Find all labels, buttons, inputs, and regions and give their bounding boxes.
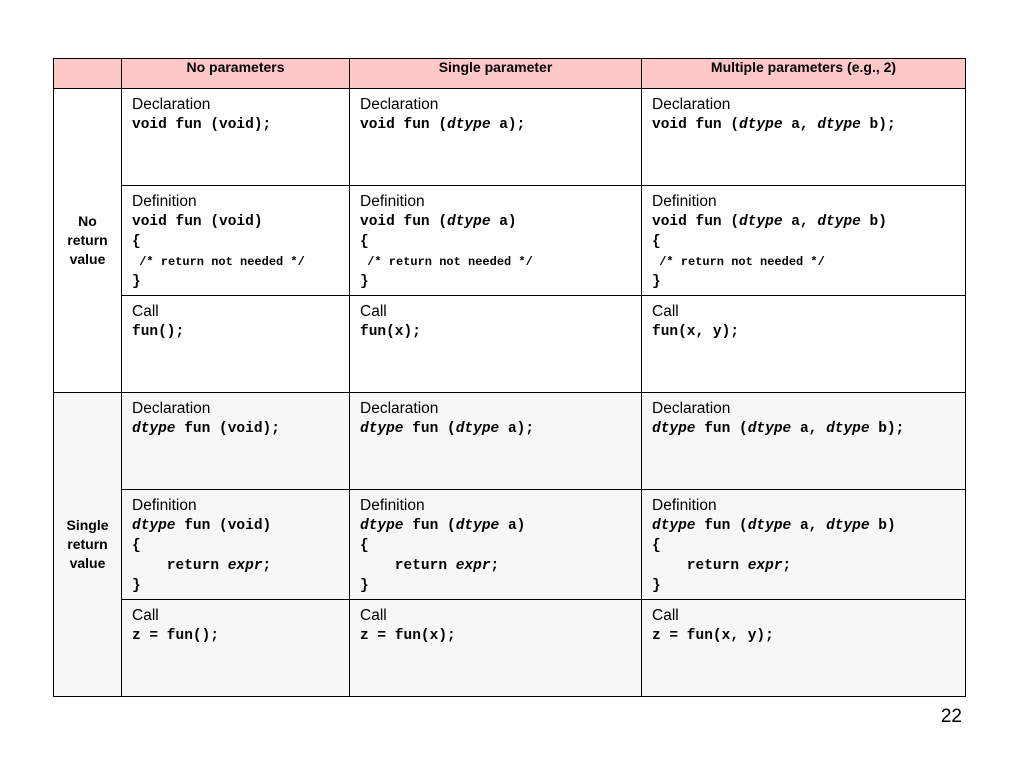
cell-kind-label: Definition xyxy=(132,497,197,514)
code-placeholder: dtype xyxy=(817,214,861,230)
cell-kind-label: Call xyxy=(132,303,159,320)
code-line xyxy=(652,272,965,292)
code-placeholder: dtype xyxy=(826,421,870,437)
cell-kind-label: Declaration xyxy=(360,96,439,113)
cell-kind-label: Declaration xyxy=(360,400,439,417)
code-text: /* return not needed */ xyxy=(360,255,533,269)
cell-def-multiple-parameters xyxy=(642,186,966,296)
code-text: fun(x, y); xyxy=(652,324,740,340)
code-line xyxy=(652,516,965,536)
cell-decl-single-parameter xyxy=(350,89,642,186)
code-text: ; xyxy=(262,558,272,574)
cell-decl-single-parameter xyxy=(350,393,642,490)
code-line xyxy=(360,232,641,252)
code-text: void fun ( xyxy=(652,117,740,133)
cell-kind-label: Definition xyxy=(652,497,717,514)
header-row xyxy=(54,59,966,89)
row-group-label-line: return xyxy=(67,232,108,248)
cell-decl-no-parameters xyxy=(122,393,350,490)
code-text: void fun (void) xyxy=(132,214,263,230)
code-text: fun ( xyxy=(403,518,456,534)
code-placeholder: expr xyxy=(455,558,491,574)
code-line xyxy=(360,115,641,135)
code-text: } xyxy=(652,578,661,594)
code-text: } xyxy=(652,274,661,290)
cell-kind-label: Definition xyxy=(132,193,197,210)
cell-call-no-parameters xyxy=(122,296,350,393)
code-line xyxy=(652,556,965,576)
code-text: fun ( xyxy=(695,421,748,437)
code-text: fun (void) xyxy=(175,518,272,534)
code-text: b); xyxy=(869,421,905,437)
code-placeholder: dtype xyxy=(747,518,792,534)
code-line xyxy=(652,576,965,596)
code-line xyxy=(652,212,965,232)
cell-kind-label: Call xyxy=(360,303,387,320)
row-group-label-line: value xyxy=(69,251,106,267)
row-group-label-line: Single xyxy=(66,517,109,533)
code-placeholder: expr xyxy=(227,558,263,574)
code-text: return xyxy=(652,558,748,574)
code-text: fun (void); xyxy=(175,421,280,437)
code-placeholder: dtype xyxy=(652,518,696,534)
code-text: ; xyxy=(782,558,792,574)
code-line xyxy=(132,232,349,252)
table-row xyxy=(54,490,966,600)
cell-decl-no-parameters xyxy=(122,89,350,186)
cell-decl-multiple-parameters xyxy=(642,393,966,490)
table-row xyxy=(54,296,966,393)
cell-kind-label: Call xyxy=(652,303,679,320)
code-placeholder: dtype xyxy=(360,421,404,437)
code-text: return xyxy=(360,558,456,574)
code-placeholder: dtype xyxy=(739,117,783,133)
code-text: a, xyxy=(791,518,827,534)
table-row xyxy=(54,89,966,186)
table-row xyxy=(54,393,966,490)
function-forms-table xyxy=(53,58,966,697)
code-placeholder: dtype xyxy=(132,518,176,534)
cell-decl-multiple-parameters xyxy=(642,89,966,186)
code-comment-line xyxy=(360,252,641,272)
code-line xyxy=(360,536,641,556)
code-text: /* return not needed */ xyxy=(132,255,305,269)
code-text: { xyxy=(652,538,661,554)
code-text: b) xyxy=(860,214,887,230)
code-text: } xyxy=(360,274,369,290)
header-no-parameters: No parameters xyxy=(122,59,350,89)
code-comment-line xyxy=(132,252,349,272)
code-text: z = fun(x); xyxy=(360,628,456,644)
cell-kind-label: Definition xyxy=(652,193,717,210)
code-line xyxy=(132,626,349,646)
code-placeholder: dtype xyxy=(747,421,792,437)
code-line xyxy=(132,556,349,576)
row-group-label-line: return xyxy=(67,536,108,552)
code-text: z = fun(x, y); xyxy=(652,628,774,644)
code-text: fun(x); xyxy=(360,324,421,340)
code-text: void fun ( xyxy=(360,117,448,133)
code-placeholder: dtype xyxy=(817,117,861,133)
code-text: { xyxy=(360,538,369,554)
code-placeholder: dtype xyxy=(455,421,500,437)
table-row xyxy=(54,186,966,296)
code-placeholder: dtype xyxy=(455,518,500,534)
cell-call-multiple-parameters xyxy=(642,600,966,697)
code-placeholder: dtype xyxy=(826,518,870,534)
row-group-label-line: value xyxy=(69,555,106,571)
code-text: z = fun(); xyxy=(132,628,220,644)
code-placeholder: dtype xyxy=(739,214,783,230)
code-text: fun(); xyxy=(132,324,185,340)
cell-def-single-parameter xyxy=(350,490,642,600)
cell-kind-label: Declaration xyxy=(132,400,211,417)
code-text: b); xyxy=(860,117,896,133)
code-text: return xyxy=(132,558,228,574)
code-text: } xyxy=(132,274,141,290)
code-line xyxy=(132,419,349,439)
code-text: { xyxy=(360,234,369,250)
code-line xyxy=(652,536,965,556)
header-corner xyxy=(54,59,122,89)
code-line xyxy=(132,272,349,292)
cell-kind-label: Definition xyxy=(360,193,425,210)
code-line xyxy=(360,419,641,439)
row-group-label xyxy=(54,393,122,697)
cell-def-multiple-parameters xyxy=(642,490,966,600)
code-line xyxy=(360,556,641,576)
code-text: void fun ( xyxy=(360,214,448,230)
header-multiple-parameters: Multiple parameters (e.g., 2) xyxy=(642,59,966,89)
code-text: a, xyxy=(791,421,827,437)
code-line xyxy=(360,626,641,646)
code-text: /* return not needed */ xyxy=(652,255,825,269)
code-line xyxy=(652,115,965,135)
code-text: a) xyxy=(499,518,526,534)
code-text: ; xyxy=(490,558,500,574)
code-line xyxy=(360,516,641,536)
code-line xyxy=(652,626,965,646)
cell-kind-label: Call xyxy=(652,607,679,624)
code-text: { xyxy=(132,234,141,250)
code-line xyxy=(360,576,641,596)
row-group-label xyxy=(54,89,122,393)
code-placeholder: dtype xyxy=(447,214,491,230)
cell-kind-label: Declaration xyxy=(132,96,211,113)
code-text: void fun (void); xyxy=(132,117,272,133)
code-text: a); xyxy=(490,117,526,133)
code-line xyxy=(132,536,349,556)
code-text: } xyxy=(132,578,141,594)
code-line xyxy=(132,322,349,342)
code-text: a, xyxy=(782,117,818,133)
code-text: } xyxy=(360,578,369,594)
cell-def-single-parameter xyxy=(350,186,642,296)
code-line xyxy=(360,272,641,292)
header-single-parameter: Single parameter xyxy=(350,59,642,89)
code-line xyxy=(652,419,965,439)
code-text: { xyxy=(652,234,661,250)
code-text: a, xyxy=(782,214,818,230)
row-group-label-line: No xyxy=(78,213,97,229)
cell-kind-label: Declaration xyxy=(652,96,731,113)
code-line xyxy=(360,212,641,232)
cell-def-no-parameters xyxy=(122,490,350,600)
table-row xyxy=(54,600,966,697)
cell-kind-label: Declaration xyxy=(652,400,731,417)
code-text: a) xyxy=(490,214,517,230)
cell-def-no-parameters xyxy=(122,186,350,296)
code-line xyxy=(360,322,641,342)
cell-kind-label: Call xyxy=(132,607,159,624)
code-line xyxy=(132,115,349,135)
code-text: { xyxy=(132,538,141,554)
code-placeholder: dtype xyxy=(132,421,176,437)
cell-kind-label: Definition xyxy=(360,497,425,514)
cell-call-single-parameter xyxy=(350,296,642,393)
cell-call-no-parameters xyxy=(122,600,350,697)
code-placeholder: dtype xyxy=(447,117,491,133)
code-line xyxy=(132,516,349,536)
code-placeholder: expr xyxy=(747,558,783,574)
code-line xyxy=(132,212,349,232)
code-line xyxy=(132,576,349,596)
cell-call-single-parameter xyxy=(350,600,642,697)
code-text: fun ( xyxy=(695,518,748,534)
cell-call-multiple-parameters xyxy=(642,296,966,393)
code-text: b) xyxy=(869,518,896,534)
page-number: 22 xyxy=(940,706,962,727)
code-text: a); xyxy=(499,421,535,437)
code-line xyxy=(652,232,965,252)
code-placeholder: dtype xyxy=(360,518,404,534)
table-body xyxy=(54,89,966,697)
code-text: void fun ( xyxy=(652,214,740,230)
code-line xyxy=(652,322,965,342)
code-placeholder: dtype xyxy=(652,421,696,437)
cell-kind-label: Call xyxy=(360,607,387,624)
code-text: fun ( xyxy=(403,421,456,437)
code-comment-line xyxy=(652,252,965,272)
